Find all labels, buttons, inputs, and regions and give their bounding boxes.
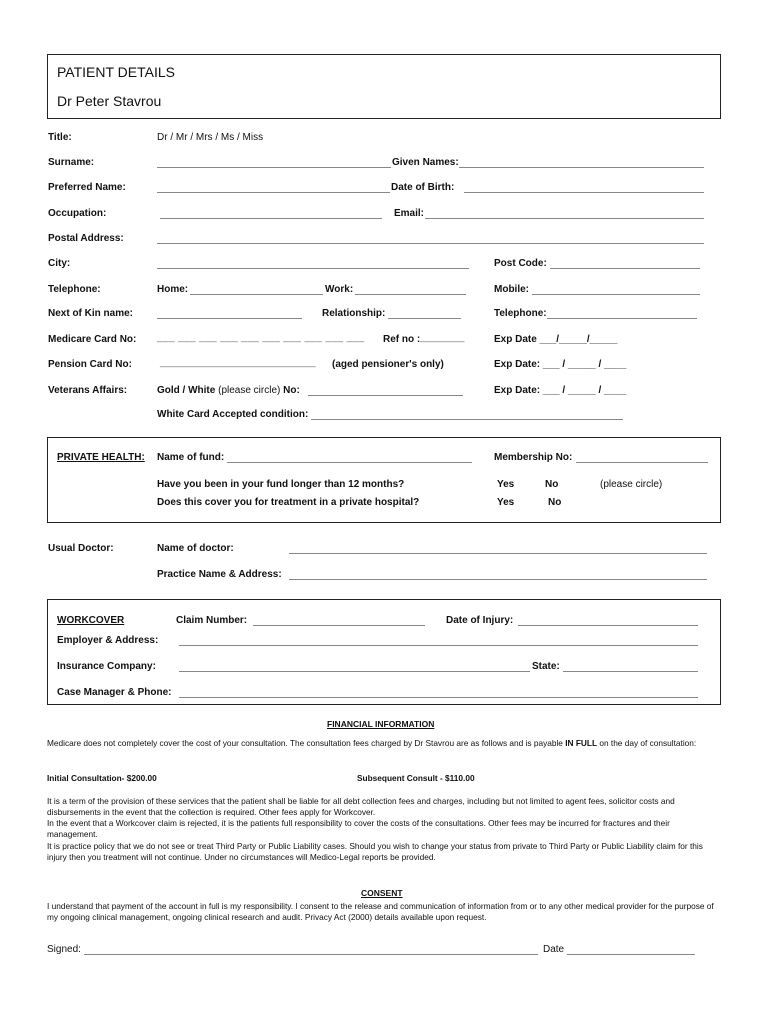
workcover-heading: WORKCOVER (57, 615, 125, 626)
home-phone-field[interactable] (190, 294, 323, 295)
mobile-label: Mobile: (494, 284, 529, 295)
pension-field[interactable]: ____________________________ (160, 357, 316, 368)
given-names-field[interactable] (459, 167, 704, 168)
state-label: State: (532, 661, 560, 672)
title-label: Title: (48, 132, 72, 143)
doctor-name-field[interactable] (289, 553, 707, 554)
nok-telephone-field[interactable] (547, 318, 697, 319)
gold-white-choice[interactable] (157, 385, 300, 396)
in-full-text: IN FULL (565, 738, 598, 748)
dob-label: Date of Birth: (391, 182, 455, 193)
nok-telephone-label: Telephone: (494, 308, 547, 319)
email-label: Email: (394, 208, 425, 219)
medicare-label: Medicare Card No: (48, 334, 137, 345)
workcover-rejection-terms: In the event that a Workcover claim is rejected, it is the patients full responsibility to cover the costs of the consultations. Other fees may be incurred for fractures and their management. (47, 818, 670, 840)
ref-no-label: Ref no : (383, 334, 421, 345)
signed-label: Signed: (47, 944, 81, 955)
date-of-injury-field[interactable] (518, 625, 698, 626)
q1-yes[interactable]: Yes (497, 479, 515, 490)
relationship-field[interactable] (388, 318, 461, 319)
initial-consultation-fee: Initial Consultation- $200.00 (47, 773, 157, 783)
insurance-company-field[interactable] (179, 671, 530, 672)
preferred-name-label: Preferred Name: (48, 182, 126, 193)
mobile-field[interactable] (532, 294, 700, 295)
veterans-number-field[interactable] (308, 395, 463, 396)
telephone-label: Telephone: (48, 284, 101, 295)
q2-no[interactable]: No (548, 497, 562, 508)
q1-no[interactable]: No (545, 479, 559, 490)
city-field[interactable] (157, 268, 469, 269)
financial-intro-a: Medicare does not completely cover the cost of your consultation. The consultation fees charged by Dr Stavrou are as follows and is payable (47, 738, 566, 748)
surname-label: Surname: (48, 157, 95, 168)
medicare-number-field[interactable]: ___ ___ ___ ___ ___ ___ ___ ___ ___ ___ (157, 332, 365, 343)
form-title: PATIENT DETAILS (57, 64, 175, 80)
hospital-cover-question: Does this cover you for treatment in a private hospital? (157, 497, 420, 508)
veterans-label: Veterans Affairs: (48, 385, 128, 396)
postal-address-field[interactable] (157, 243, 704, 244)
practice-address-field[interactable] (289, 579, 707, 580)
case-manager-label: Case Manager & Phone: (57, 687, 172, 698)
ref-no-field[interactable]: ________ (420, 332, 465, 343)
occupation-label: Occupation: (48, 208, 107, 219)
membership-label: Membership No: (494, 452, 573, 463)
postcode-field[interactable] (550, 268, 700, 269)
practice-address-label: Practice Name & Address: (157, 569, 282, 580)
employer-field[interactable] (179, 645, 698, 646)
email-field[interactable] (425, 218, 704, 219)
please-circle-note: (please circle) (218, 385, 281, 396)
next-of-kin-label: Next of Kin name: (48, 308, 134, 319)
claim-number-field[interactable] (253, 625, 425, 626)
signature-date-field[interactable] (567, 954, 695, 955)
subsequent-consultation-fee: Subsequent Consult - $110.00 (357, 773, 475, 783)
pension-exp-date[interactable]: Exp Date: ___ / _____ / ____ (494, 359, 627, 370)
third-party-policy: It is practice policy that we do not see or treat Third Party or Public Liability cases. Should you wish to change your status from private to Third Party or Public Liability claim for this injury then you treatment will not continue. Under no circumstances will Medico-Legal reports be provided. (47, 841, 703, 863)
usual-doctor-label: Usual Doctor: (48, 543, 114, 554)
city-label: City: (48, 258, 71, 269)
doctor-name-label: Name of doctor: (157, 543, 234, 554)
veterans-no-label: No: (283, 385, 300, 396)
debt-collection-terms: It is a term of the provision of these services that the patient shall be liable for all debt collection fees and charges, including but not limited to agent fees, solicitor costs and disbursements in the event that the collection is required. Other fees apply for Workcover. (47, 796, 675, 818)
consent-text: I understand that payment of the account in full is my responsibility. I consent to the release and communication of information from or to any other medical provider for the purpose of my ongoing clinical management, ongoing clinical research and audit. Privacy Act (2000) details available upon request. (47, 901, 714, 923)
gold-white-label: Gold / White (157, 385, 216, 396)
given-names-label: Given Names: (392, 157, 459, 168)
next-of-kin-field[interactable] (157, 318, 302, 319)
signature-field[interactable] (84, 954, 538, 955)
fund-name-label: Name of fund: (157, 452, 225, 463)
pension-label: Pension Card No: (48, 359, 132, 370)
relationship-label: Relationship: (322, 308, 386, 319)
postal-address-label: Postal Address: (48, 233, 124, 244)
employer-label: Employer & Address: (57, 635, 159, 646)
medicare-exp-date[interactable]: Exp Date ___/_____/_____ (494, 334, 618, 345)
financial-intro-b: on the day of consultation: (597, 738, 697, 748)
financial-heading: FINANCIAL INFORMATION (327, 719, 435, 729)
dob-field[interactable] (464, 192, 704, 193)
white-card-field[interactable] (311, 419, 623, 420)
membership-field[interactable] (576, 462, 708, 463)
occupation-field[interactable] (160, 218, 382, 219)
work-phone-label: Work: (325, 284, 354, 295)
postcode-label: Post Code: (494, 258, 547, 269)
state-field[interactable] (563, 671, 698, 672)
aged-pensioner-note: (aged pensioner's only) (332, 359, 444, 370)
financial-intro (47, 738, 721, 749)
please-circle-hint: (please circle) (600, 479, 663, 490)
date-label: Date (543, 944, 565, 955)
home-phone-label: Home: (157, 284, 189, 295)
consent-heading: CONSENT (361, 888, 403, 898)
veterans-exp-date[interactable]: Exp Date: ___ / _____ / ____ (494, 385, 627, 396)
q2-yes[interactable]: Yes (497, 497, 515, 508)
claim-number-label: Claim Number: (176, 615, 248, 626)
fund-duration-question: Have you been in your fund longer than 12 months? (157, 479, 405, 490)
work-phone-field[interactable] (355, 294, 466, 295)
insurance-company-label: Insurance Company: (57, 661, 156, 672)
surname-field[interactable] (157, 167, 391, 168)
private-health-heading: PRIVATE HEALTH: (57, 452, 145, 463)
fund-name-field[interactable] (227, 462, 472, 463)
doctor-name: Dr Peter Stavrou (57, 93, 162, 109)
date-of-injury-label: Date of Injury: (446, 615, 514, 626)
white-card-label: White Card Accepted condition: (157, 409, 309, 420)
case-manager-field[interactable] (179, 697, 698, 698)
title-options[interactable]: Dr / Mr / Mrs / Ms / Miss (157, 132, 264, 143)
preferred-name-field[interactable] (157, 192, 390, 193)
